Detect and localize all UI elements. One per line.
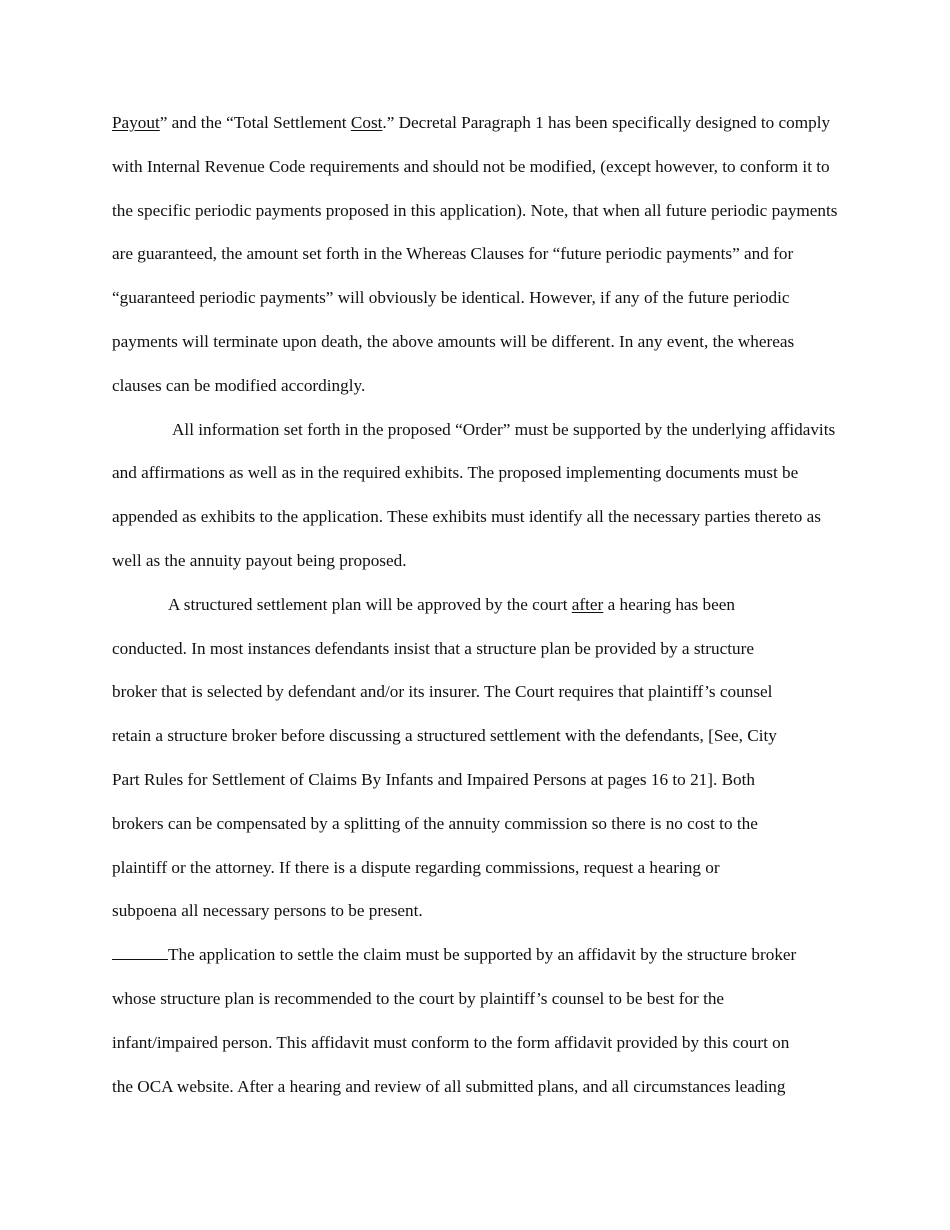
text-line: [112, 112, 830, 134]
text-line: [112, 638, 754, 660]
text-line: [112, 462, 798, 484]
text-run: with Internal Revenue Code requirements and should not be modified, (except however, to conform it to: [112, 156, 830, 176]
text-run: the specific periodic payments proposed in this application). Note, that when all future periodic payments: [112, 200, 838, 220]
text-line: [112, 331, 794, 353]
text-run: well as the annuity payout being proposed.: [112, 551, 407, 570]
text-line: [112, 550, 407, 572]
text-run: .” Decretal Paragraph 1 has been specifically designed to comply: [382, 113, 831, 132]
text-line: [112, 769, 755, 791]
text-line: [112, 506, 821, 528]
text-run: a hearing has been: [603, 594, 735, 614]
text-run: conducted. In most instances defendants insist that a structure plan be provided by a structure: [112, 638, 754, 658]
text-run: retain a structure broker before discussing a structured settlement with the defendants, [See, City: [112, 726, 777, 746]
text-line: [112, 243, 793, 265]
text-line: [112, 287, 790, 309]
text-run: appended as exhibits to the application. These exhibits must identify all the necessary parties thereto as: [112, 507, 821, 527]
text-line: [112, 375, 365, 397]
text-run: and affirmations as well as in the required exhibits. The proposed implementing documents must be: [112, 463, 799, 483]
text-run: Part Rules for Settlement of Claims By Infants and Impaired Persons at pages 16 to 21]. Both: [112, 770, 755, 789]
text-line: [112, 1076, 785, 1098]
text-run: payments will terminate upon death, the above amounts will be different. In any event, the whereas: [112, 332, 795, 351]
text-line: [112, 200, 837, 222]
text-run: The application to settle the claim must be supported by an affidavit by the structure broker: [168, 945, 797, 965]
text-line: [168, 594, 735, 616]
text-run: “guaranteed periodic payments” will obviously be identical. However, if any of the future periodic: [112, 288, 790, 308]
blank-underline: [112, 945, 168, 960]
text-run: plaintiff or the attorney. If there is a dispute regarding commissions, request a hearing or: [112, 857, 720, 877]
text-line: [112, 900, 423, 922]
text-line: [172, 419, 835, 441]
text-run: clauses can be modified accordingly.: [112, 375, 366, 395]
text-line: [112, 944, 796, 966]
text-run: broker that is selected by defendant and/or its insurer. The Court requires that plaintiff’s counsel: [112, 682, 773, 702]
underlined-text: Payout: [112, 113, 160, 132]
text-run: are guaranteed, the amount set forth in the Whereas Clauses for “future periodic payments” and for: [112, 244, 794, 264]
text-line: [112, 156, 830, 178]
text-line: [112, 725, 777, 747]
text-line: [112, 1032, 789, 1054]
text-run: brokers can be compensated by a splitting of the annuity commission so there is no cost to the: [112, 813, 758, 833]
text-run: ” and the “Total Settlement: [159, 113, 351, 132]
text-line: [112, 988, 724, 1010]
text-line: [112, 681, 772, 703]
text-run: subpoena all necessary persons to be present.: [112, 901, 423, 921]
text-line: [112, 857, 720, 879]
text-run: whose structure plan is recommended to the court by plaintiff’s counsel to be best for the: [112, 989, 725, 1008]
text-run: infant/impaired person. This affidavit must conform to the form affidavit provided by this court on: [112, 1032, 790, 1052]
underlined-text: Cost: [350, 113, 383, 132]
text-run: the OCA website. After a hearing and review of all submitted plans, and all circumstances leading: [112, 1076, 786, 1096]
underlined-text: after: [571, 594, 604, 614]
text-run: All information set forth in the proposed “Order” must be supported by the underlying affidavits: [172, 419, 836, 439]
text-run: A structured settlement plan will be approved by the court: [168, 594, 572, 614]
text-line: [112, 813, 758, 835]
